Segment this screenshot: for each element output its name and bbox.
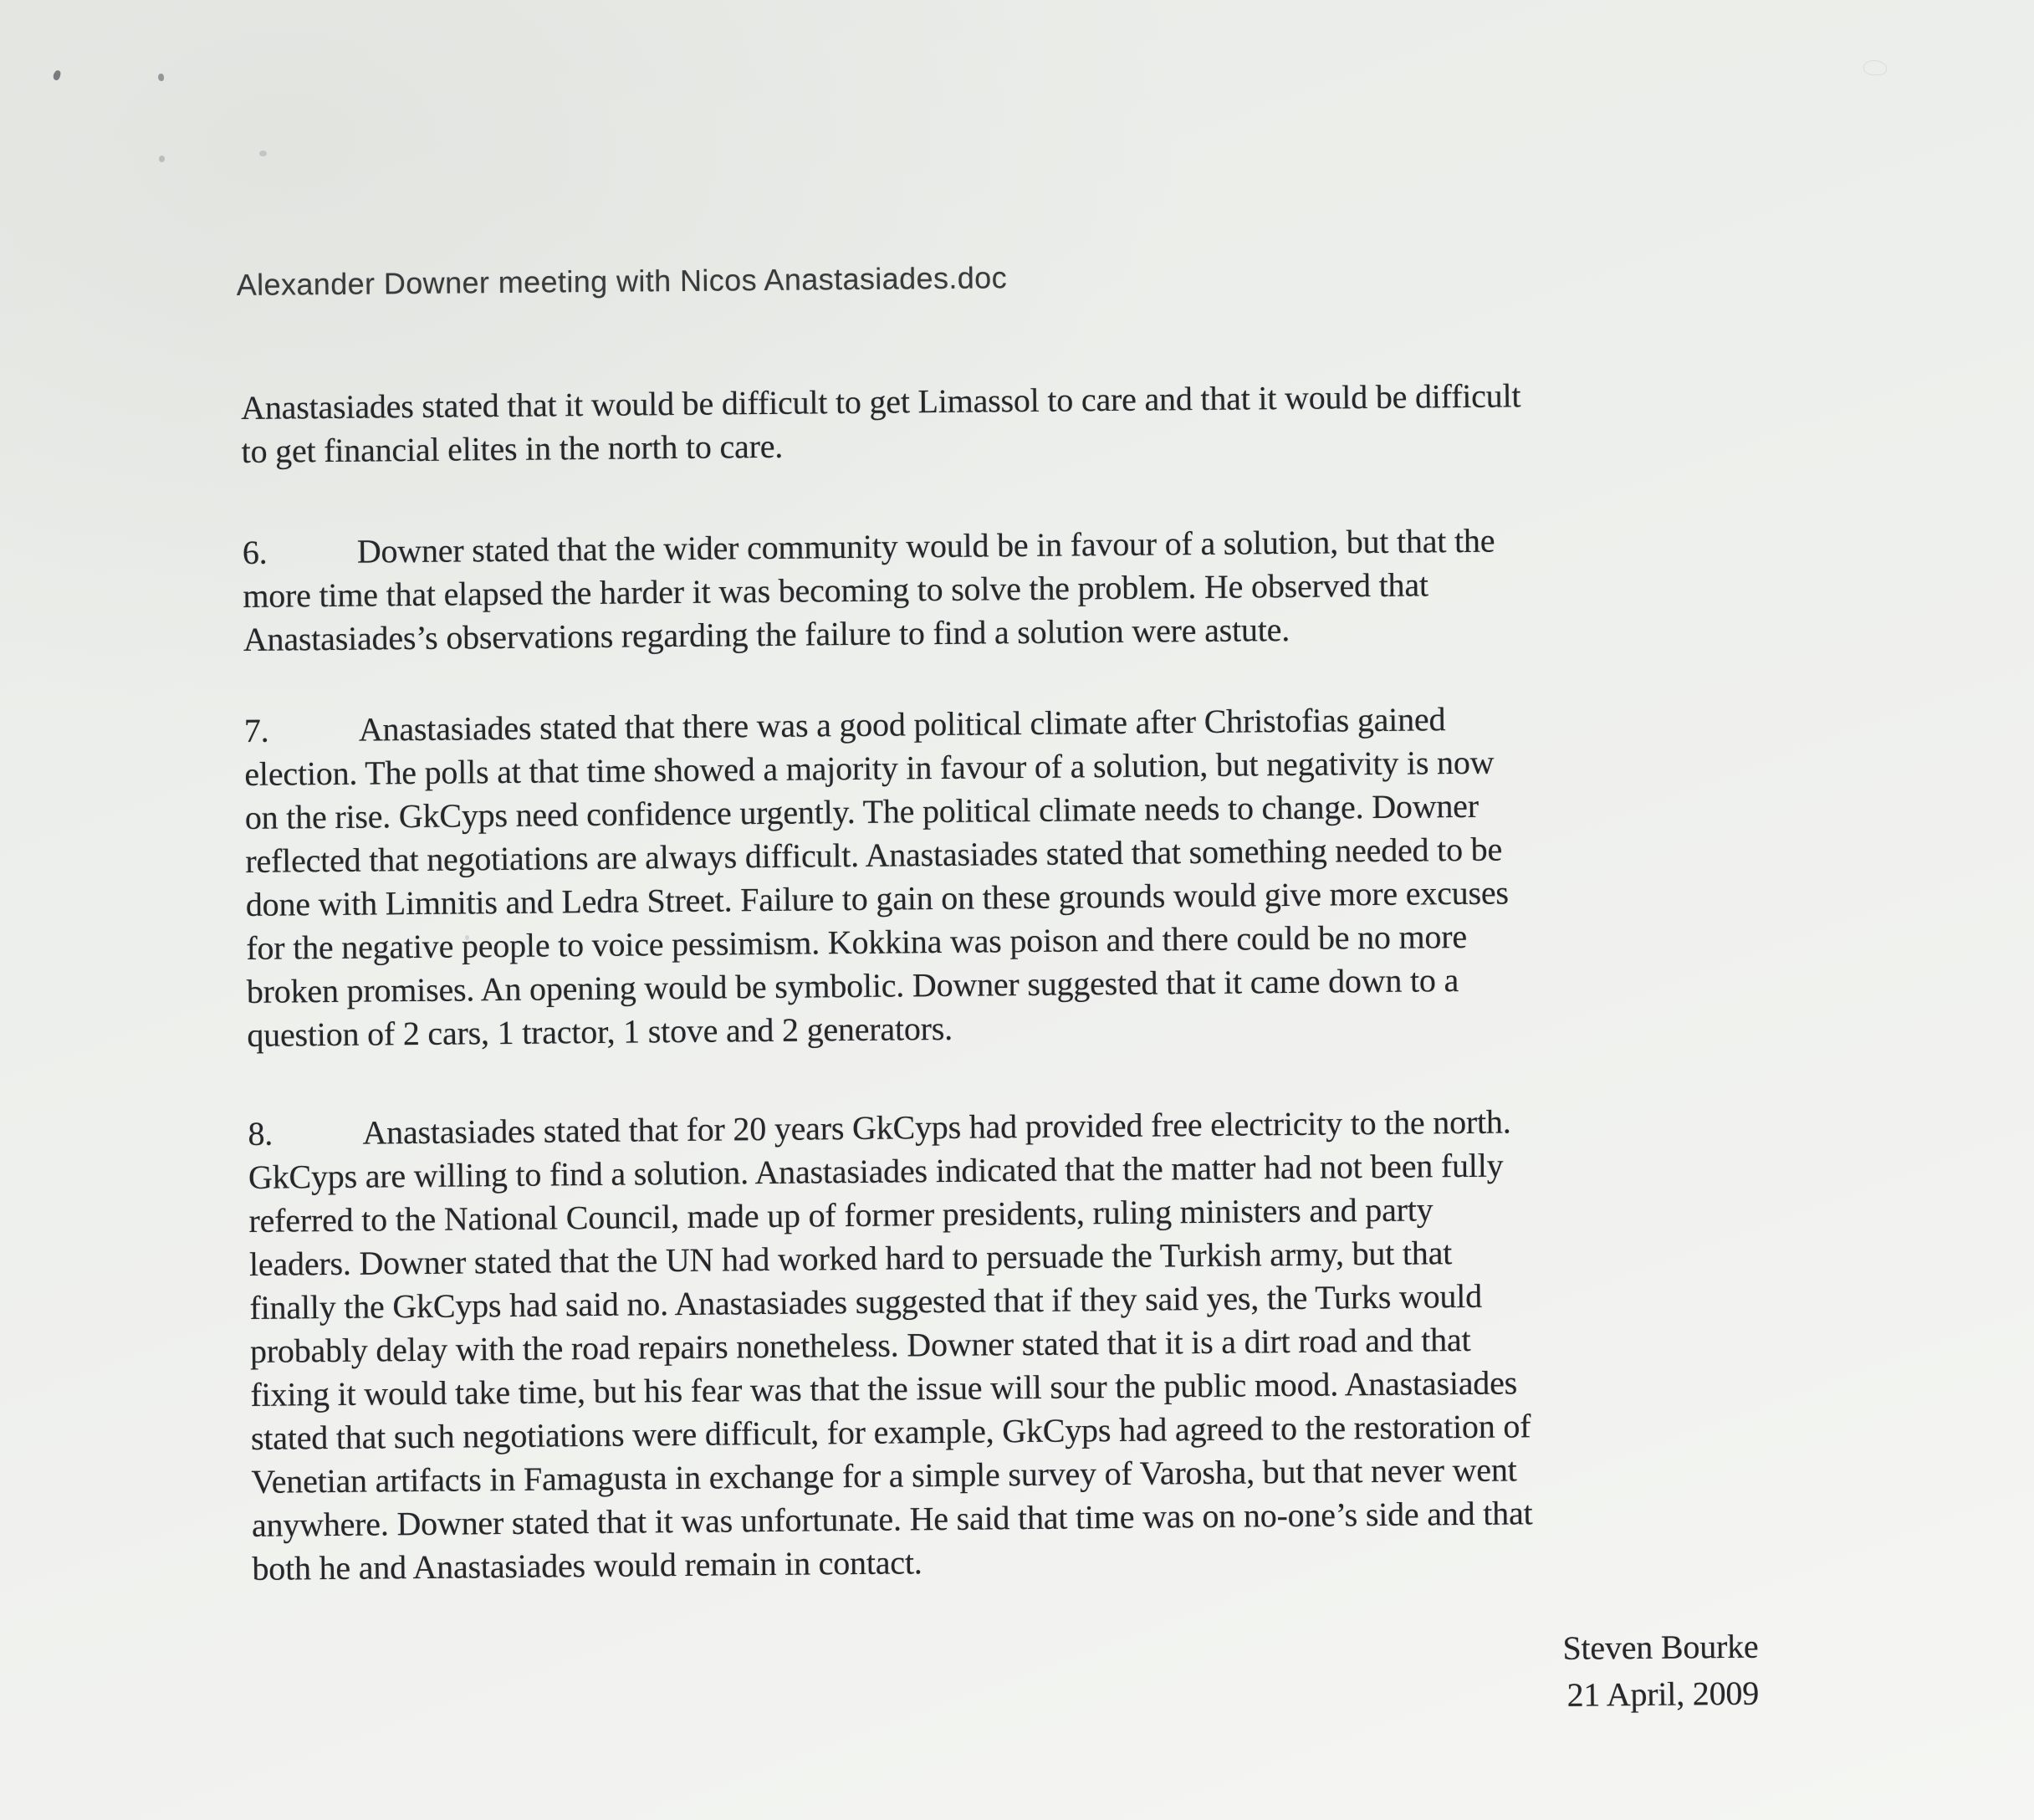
paragraph-8	[248, 1098, 1766, 1591]
text-line: anywhere. Downer stated that it was unfortunate. He said that time was on no-one’s side and that	[251, 1494, 1533, 1544]
text-line: 8. Anastasiades stated that for 20 years GkCyps had provided free electricity to the north.	[248, 1098, 1761, 1156]
text-line: to get financial elites in the north to care.	[241, 427, 784, 470]
text-line: Anastasiades’s observations regarding the failure to find a solution were astute.	[243, 610, 1290, 658]
text-line: more time that elapsed the harder it was becoming to solve the problem. He observed that	[243, 565, 1429, 615]
text-line: reflected that negotiations are always difficult. Anastasiades stated that something needed to be	[245, 830, 1503, 880]
text-line: on the rise. GkCyps need confidence urgently. The political climate needs to change. Downer	[244, 786, 1480, 836]
text-line: Venetian artifacts in Famagusta in exchange for a simple survey of Varosha, but that never went	[251, 1450, 1517, 1500]
paragraph-number: 6.	[242, 533, 268, 571]
signature-date: 21 April, 2009	[1566, 1674, 1760, 1714]
document-title: Alexander Downer meeting with Nicos Anastasiades.doc	[236, 260, 1008, 303]
text-line: done with Limnitis and Ledra Street. Failure to gain on these grounds would give more excuses	[245, 873, 1509, 923]
paragraph-number: 8.	[248, 1114, 273, 1153]
text-line: fixing it would take time, but his fear was that the issue will sour the public mood. Anastasiades	[250, 1363, 1518, 1414]
paragraph-intro	[241, 372, 1755, 473]
text-line: election. The polls at that time showed a majority in favour of a solution, but negativity is now	[244, 743, 1495, 793]
paragraph-7	[244, 695, 1761, 1057]
text-line: referred to the National Council, made up of former presidents, ruling ministers and party	[248, 1190, 1434, 1240]
signature-name: Steven Bourke	[1562, 1627, 1759, 1667]
paragraph-6	[243, 517, 1757, 662]
text-line: Anastasiades stated that it would be difficult to get Limassol to care and that it would be difficult	[240, 376, 1521, 427]
signature-block	[253, 1623, 1759, 1731]
scan-speck	[158, 74, 164, 81]
text-line: leaders. Downer stated that the UN had worked hard to persuade the Turkish army, but that	[248, 1234, 1453, 1283]
text-line: 7. Anastasiades stated that there was a good political climate after Christofias gained	[244, 695, 1758, 753]
text-line: finally the GkCyps had said no. Anastasiades suggested that if they said yes, the Turks would	[249, 1276, 1483, 1327]
text-line: broken promises. An opening would be symbolic. Downer suggested that it came down to a	[246, 961, 1459, 1010]
scan-speck	[1863, 60, 1887, 75]
text-line: probably delay with the road repairs nonetheless. Downer stated that it is a dirt road and that	[249, 1320, 1471, 1370]
text-line: 6. Downer stated that the wider community would be in favour of a solution, but that the	[243, 517, 1756, 575]
text-line: question of 2 cars, 1 tractor, 1 stove and 2 generators.	[247, 1009, 953, 1054]
paragraph-number: 7.	[243, 711, 269, 749]
scan-speck	[53, 69, 62, 81]
scan-speck	[159, 156, 165, 162]
document-body	[237, 0, 1760, 1820]
text-line: both he and Anastasiades would remain in contact.	[252, 1543, 922, 1587]
text-line: GkCyps are willing to find a solution. Anastasiades indicated that the matter had not been fully	[248, 1146, 1504, 1196]
text-line: for the negative people to voice pessimism. Kokkina was poison and there could be no more	[246, 917, 1468, 967]
text-line: stated that such negotiations were difficult, for example, GkCyps had agreed to the restoration of	[250, 1407, 1531, 1457]
